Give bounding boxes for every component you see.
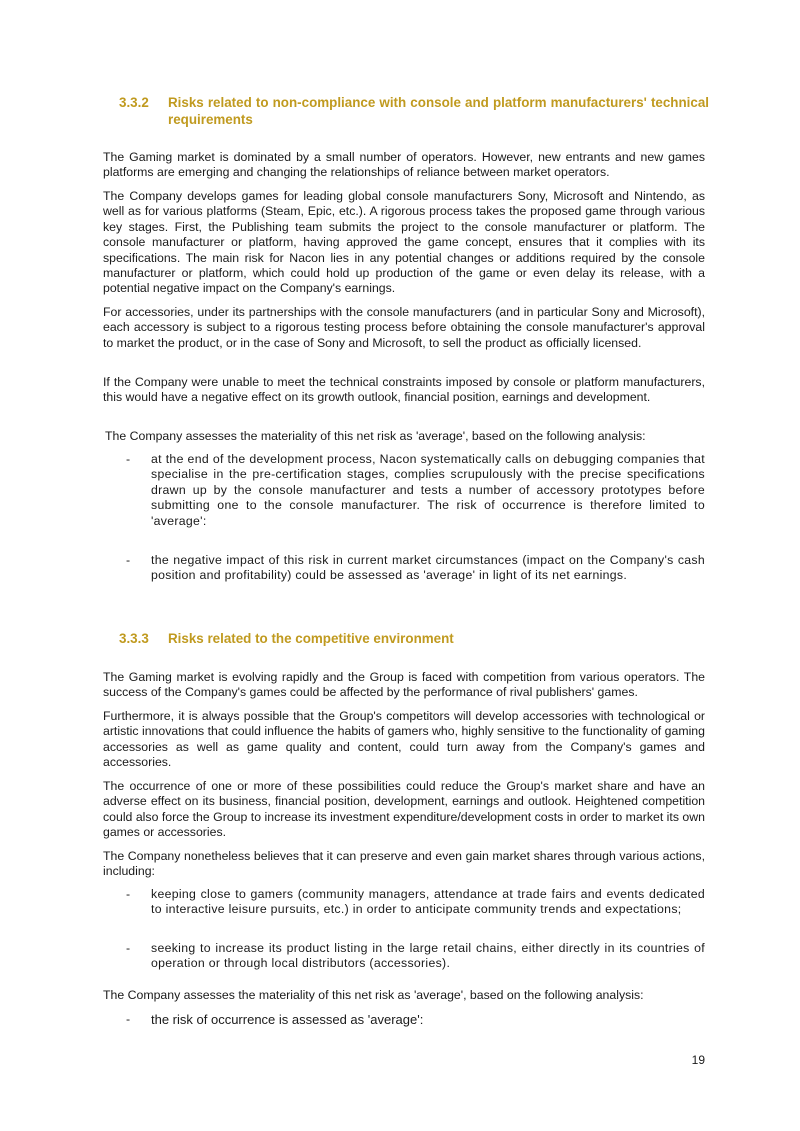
bullet-dash: - — [126, 941, 131, 955]
paragraph: The occurrence of one or more of these possibilities could reduce the Group's market share and have an adverse effect on its business, financial position, development, earnings and outlook. Heightened competition could also force the Group to increase its investment expenditure/development costs in order to market its own games or accessories. — [103, 779, 705, 840]
bullet-dash: - — [126, 452, 131, 466]
paragraph: For accessories, under its partnerships with the console manufacturers (and in particular Sony and Microsoft), each accessory is subject to a rigorous testing process before obtaining the console manufacturer's approval to market the product, or in the case of Sony and Microsoft, to sell the product as officially licensed. — [103, 305, 705, 350]
paragraph: If the Company were unable to meet the technical constraints imposed by console or platform manufacturers, this would have a negative effect on its growth outlook, financial position, earnings and development. — [103, 375, 705, 405]
paragraph: The Company develops games for leading global console manufacturers Sony, Microsoft and Nintendo, as well as for various platforms (Steam, Epic, etc.). A rigorous process takes the proposed game through various key stages. First, the Publishing team submits the project to the console manufacturer or platform. The console manufacturer or platform, having approved the game concept, ensures that it complies with its specifications. The main risk for Nacon lies in any potential changes or additions required by the console manufacturer or platform, which could hold up production of the game or even delay its release, with a potential negative impact on the Company's earnings. — [103, 189, 705, 296]
section-heading-3-3-2 — [119, 94, 709, 128]
section-number: 3.3.3 — [119, 631, 149, 646]
section-title: Risks related to non-compliance with console and platform manufacturers' technical requirements — [168, 95, 709, 127]
section-number: 3.3.2 — [119, 95, 149, 110]
bullet-dash: - — [126, 553, 131, 567]
list-item-text: at the end of the development process, Nacon systematically calls on debugging companies that specialise in the pre-certification stages, complies scrupulously with the precise specifications drawn up by the console manufacturer and tests a number of accessory prototypes before submitting one to the console manufacturer. The risk of occurrence is therefore limited to 'average': — [151, 452, 705, 528]
list-item — [126, 941, 705, 972]
page-number: 19 — [691, 1053, 705, 1067]
section-title: Risks related to the competitive environment — [168, 631, 454, 646]
list-item — [126, 452, 705, 529]
list-item-text: keeping close to gamers (community managers, attendance at trade fairs and events dedicated to interactive leisure pursuits, etc.) in order to anticipate community trends and expectations; — [151, 887, 705, 917]
list-item-text: the negative impact of this risk in current market circumstances (impact on the Company's cash position and profitability) could be assessed as 'average' in light of its net earnings. — [151, 553, 705, 583]
list-item-text: seeking to increase its product listing in the large retail chains, either directly in its countries of operation or through local distributors (accessories). — [151, 941, 705, 971]
paragraph: The Company assesses the materiality of this net risk as 'average', based on the following analysis: — [103, 988, 644, 1002]
bullet-dash: - — [126, 1012, 131, 1026]
list-item — [126, 553, 705, 584]
paragraph: The Gaming market is evolving rapidly and the Group is faced with competition from various operators. The success of the Company's games could be affected by the performance of rival publishers' games. — [103, 670, 705, 700]
paragraph: Furthermore, it is always possible that the Group's competitors will develop accessories with technological or artistic innovations that could influence the habits of gamers who, highly sensitive to the functionality of gaming accessories as well as game quality and content, could turn away from the Company's games and accessories. — [103, 709, 705, 770]
bullet-dash: - — [126, 887, 131, 901]
list-item — [126, 887, 705, 918]
paragraph: The Gaming market is dominated by a small number of operators. However, new entrants and new games platforms are emerging and changing the relationships of reliance between market operators. — [103, 150, 705, 180]
list-item-text: the risk of occurrence is assessed as 'average': — [151, 1012, 424, 1027]
paragraph: The Company nonetheless believes that it can preserve and even gain market shares through various actions, including: — [103, 849, 705, 879]
section-heading-3-3-3 — [119, 630, 709, 647]
list-item — [126, 1012, 705, 1027]
paragraph: The Company assesses the materiality of this net risk as 'average', based on the following analysis: — [105, 429, 646, 443]
